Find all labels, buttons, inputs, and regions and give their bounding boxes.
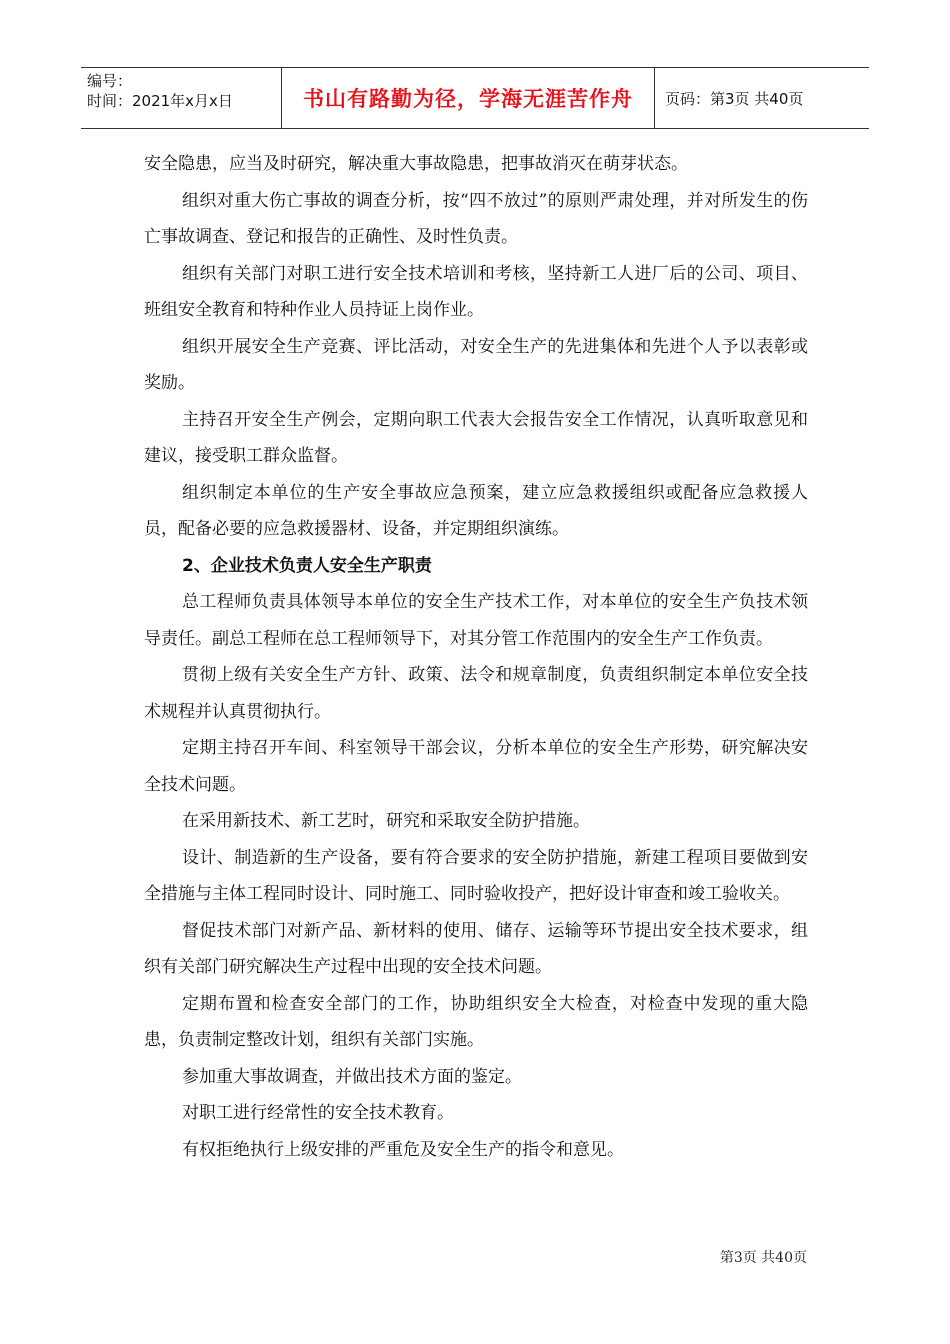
paragraph: 对职工进行经常性的安全技术教育。 bbox=[182, 1103, 454, 1123]
paragraph: 督促技术部门对新产品、新材料的使用、储存、运输等环节提出安全技术要求，组织有关部门研究解决生产过程中出现的安全技术问题。 bbox=[144, 920, 808, 977]
paragraph: 参加重大事故调查，并做出技术方面的鉴定。 bbox=[182, 1066, 522, 1087]
page-footer: 第3页 共40页 bbox=[719, 1250, 807, 1266]
paragraph: 有权拒绝执行上级安排的严重危及安全生产的指令和意见。 bbox=[182, 1139, 624, 1160]
document-body bbox=[144, 146, 808, 1168]
paragraph: 组织对重大伤亡事故的调查分析，按“四不放过”的原则严肃处理，并对所发生的伤亡事故调查、登记和报告的正确性、及时性负责。 bbox=[144, 190, 808, 247]
paragraph: 贯彻上级有关安全生产方针、政策、法令和规章制度，负责组织制定本单位安全技术规程并认真贯彻执行。 bbox=[144, 665, 808, 722]
paragraph: 在采用新技术、新工艺时，研究和采取安全防护措施。 bbox=[182, 811, 590, 831]
section-heading: 2、企业技术负责人安全生产职责 bbox=[182, 555, 432, 576]
paragraph: 定期布置和检查安全部门的工作，协助组织安全大检查，对检查中发现的重大隐患，负责制定整改计划，组织有关部门实施。 bbox=[144, 993, 808, 1050]
document-time-label: 时间：2021年x月x日 bbox=[87, 92, 233, 110]
paragraph: 总工程师负责具体领导本单位的安全生产技术工作，对本单位的安全生产负技术领导责任。副总工程师在总工程师领导下，对其分管工作范围内的安全生产工作负责。 bbox=[144, 592, 808, 649]
header-page-info: 页码：第3页 共40页 bbox=[665, 89, 804, 108]
header-motto: 书山有路勤为径，学海无涯苦作舟 bbox=[282, 68, 655, 128]
paragraph: 设计、制造新的生产设备，要有符合要求的安全防护措施，新建工程项目要做到安全措施与主体工程同时设计、同时施工、同时验收投产，把好设计审查和竣工验收关。 bbox=[144, 847, 808, 904]
paragraph: 主持召开安全生产例会，定期向职工代表大会报告安全工作情况，认真听取意见和建议，接受职工群众监督。 bbox=[144, 409, 808, 466]
header-meta bbox=[81, 68, 282, 128]
paragraph: 组织开展安全生产竞赛、评比活动，对安全生产的先进集体和先进个人予以表彰或奖励。 bbox=[144, 336, 808, 393]
paragraph: 组织有关部门对职工进行安全技术培训和考核，坚持新工人进厂后的公司、项目、班组安全教育和特种作业人员持证上岗作业。 bbox=[144, 263, 808, 320]
paragraph: 安全隐患，应当及时研究，解决重大事故隐患，把事故消灭在萌芽状态。 bbox=[144, 154, 688, 174]
paragraph: 定期主持召开车间、科室领导干部会议，分析本单位的安全生产形势，研究解决安全技术问题。 bbox=[144, 738, 808, 795]
document-code-label: 编号： bbox=[87, 72, 133, 90]
page-header bbox=[81, 67, 869, 129]
paragraph: 组织制定本单位的生产安全事故应急预案，建立应急救援组织或配备应急救援人员，配备必要的应急救援器材、设备，并定期组织演练。 bbox=[144, 482, 808, 539]
